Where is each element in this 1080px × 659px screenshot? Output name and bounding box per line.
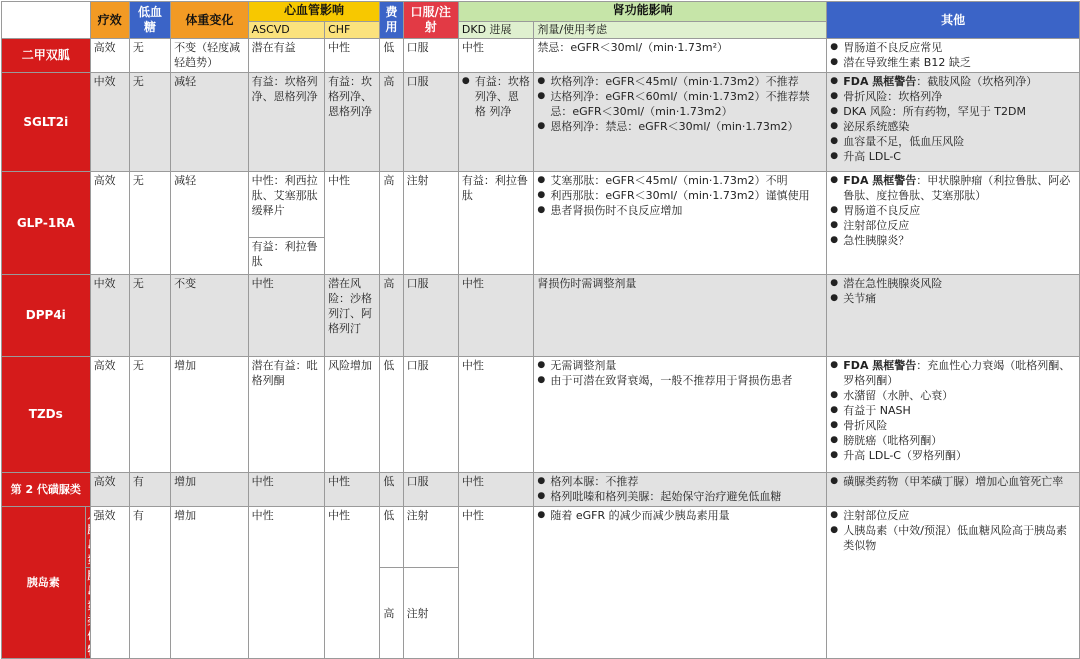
list-item (830, 173, 1076, 203)
dose-cell (534, 73, 827, 172)
list-item: ● 随着 eGFR 的减少而减少胰岛素用量 (537, 508, 823, 523)
ascvd-cell: 潜在有益：吡格列酮 (248, 357, 324, 473)
dkd-cell: 中性 (458, 275, 533, 357)
header-cardio: 心血管影响 (248, 2, 380, 22)
list-item: ● 注射部位反应 (830, 218, 1076, 233)
list-item: ● 达格列净：eGFR＜60ml/（min·1.73m2）不推荐禁忌：eGFR＜30ml/（min·1.73m2） (537, 89, 823, 119)
dkd-cell: 中性 (458, 507, 533, 659)
ascvd-cell: 中性 (248, 507, 324, 659)
list-item: ● 恩格列净：禁忌：eGFR＜30ml/（min·1.73m2） (537, 119, 823, 134)
hypoglycemia-cell: 无 (129, 73, 170, 172)
efficacy-cell: 中效 (90, 275, 129, 357)
dkd-cell: 中性 (458, 357, 533, 473)
ascvd-cell: 有益：坎格列净、恩格列净 (248, 73, 324, 172)
other-cell (827, 39, 1080, 73)
ascvd-cell: 潜在有益 (248, 39, 324, 73)
ascvd-cell: 有益：利拉鲁肽 (248, 238, 324, 275)
ascvd-cell: 中性 (248, 473, 324, 507)
header-efficacy: 疗效 (90, 2, 129, 39)
list-item: ● 泌尿系统感染 (830, 119, 1076, 134)
header-renal: 肾功能影响 (458, 2, 826, 22)
drug-name (85, 568, 90, 659)
chf-cell: 中性 (325, 39, 380, 73)
weight-cell: 不变（轻度减轻趋势） (171, 39, 249, 73)
hypoglycemia-cell: 无 (129, 172, 170, 275)
list-item: ● 有益：坎格列净、恩 格 列净 (462, 74, 530, 119)
table-row (2, 275, 1080, 357)
header-hypoglycemia: 低血糖 (129, 2, 170, 39)
table-row (2, 473, 1080, 507)
table-row (2, 357, 1080, 473)
other-cell (827, 507, 1080, 659)
list-item: ● 急性胰腺炎？ (830, 233, 1076, 248)
list-item: ● 注射部位反应 (830, 508, 1076, 523)
dose-cell (534, 507, 827, 659)
list-item (830, 358, 1076, 388)
efficacy-cell: 强效 (90, 507, 129, 659)
dose-cell: 禁忌：eGFR＜30ml/（min·1.73m²） (534, 39, 827, 73)
dkd-cell: 有益：利拉鲁肽 (458, 172, 533, 275)
dose-cell (534, 172, 827, 275)
weight-cell: 增加 (171, 357, 249, 473)
hypoglycemia-cell: 有 (129, 507, 170, 659)
chf-cell: 有益：坎格列净、恩格列净 (325, 73, 380, 172)
route-cell: 口服 (403, 275, 458, 357)
drug-name: SGLT2i (2, 73, 91, 172)
table-row (2, 507, 1080, 568)
ascvd-cell: 中性：利西拉肽、艾塞那肽缓释片 (248, 172, 324, 238)
weight-cell: 不变 (171, 275, 249, 357)
cost-cell: 低 (380, 473, 403, 507)
hypoglycemia-cell: 无 (129, 39, 170, 73)
drug-name (85, 507, 90, 568)
dose-cell: 肾损伤时需调整剂量 (534, 275, 827, 357)
efficacy-cell: 高效 (90, 172, 129, 275)
cost-cell: 低 (380, 357, 403, 473)
cost-cell: 低 (380, 507, 403, 568)
route-cell: 口服 (403, 73, 458, 172)
efficacy-cell: 高效 (90, 39, 129, 73)
drug-name: 二甲双胍 (2, 39, 91, 73)
fda-warning-text: ：甲状腺肿瘤（利拉鲁肽、阿必鲁肽、度拉鲁肽、艾塞那肽） (843, 174, 1071, 202)
table-row (2, 39, 1080, 73)
chf-cell: 中性 (325, 172, 380, 275)
cost-cell: 高 (380, 275, 403, 357)
hypoglycemia-cell: 无 (129, 357, 170, 473)
other-cell (827, 172, 1080, 275)
list-item: ● 升高 LDL-C (830, 149, 1076, 164)
fda-warning-label: FDA 黑框警告 (843, 174, 917, 187)
list-item: ● 利西那肽：eGFR＜30ml/（min·1.73m2）谨慎使用 (537, 188, 823, 203)
header-ascvd: ASCVD (248, 22, 324, 39)
list-item: ● 升高 LDL-C（罗格列酮） (830, 448, 1076, 463)
list-item: ● DKA 风险：所有药物，罕见于 T2DM (830, 104, 1076, 119)
list-item: ● 胃肠道不良反应常见 (830, 40, 1076, 55)
header-dose: 剂量/使用考虑 (534, 22, 827, 39)
dkd-cell: 中性 (458, 473, 533, 507)
list-item: ● 潜在导致维生素 B12 缺乏 (830, 55, 1076, 70)
list-item (830, 74, 1076, 89)
fda-warning-text: ：充血性心力衰竭（吡格列酮、罗格列酮） (843, 359, 1071, 387)
other-cell (827, 73, 1080, 172)
list-item: ● 磺脲类药物（甲苯磺丁脲）增加心血管死亡率 (830, 474, 1076, 489)
list-item: ● 膀胱癌（吡格列酮） (830, 433, 1076, 448)
list-item: ● 骨折风险：坎格列净 (830, 89, 1076, 104)
list-item: ● 骨折风险 (830, 418, 1076, 433)
list-item: ● 格列本脲：不推荐 (537, 474, 823, 489)
table-row (2, 172, 1080, 238)
route-cell: 口服 (403, 39, 458, 73)
drug-comparison-table (1, 1, 1080, 659)
header-other: 其他 (827, 2, 1080, 39)
chf-cell: 潜在风险：沙格列汀、阿格列汀 (325, 275, 380, 357)
dkd-cell: 中性 (458, 39, 533, 73)
weight-cell: 增加 (171, 507, 249, 659)
cost-cell: 高 (380, 172, 403, 275)
weight-cell: 增加 (171, 473, 249, 507)
chf-cell: 中性 (325, 507, 380, 659)
header-dkd: DKD 进展 (458, 22, 533, 39)
cost-cell: 高 (380, 568, 403, 659)
efficacy-cell: 中效 (90, 73, 129, 172)
list-item: ● 水潴留（水肿、心衰） (830, 388, 1076, 403)
efficacy-cell: 高效 (90, 357, 129, 473)
hypoglycemia-cell: 无 (129, 275, 170, 357)
other-cell (827, 275, 1080, 357)
list-item: ● 血容量不足，低血压风险 (830, 134, 1076, 149)
table-row (2, 73, 1080, 172)
list-item: ● 坎格列净：eGFR＜45ml/（min·1.73m2）不推荐 (537, 74, 823, 89)
drug-name: DPP4i (2, 275, 91, 357)
list-item: ● 人胰岛素（中效/预混）低血糖风险高于胰岛素类似物 (830, 523, 1076, 553)
other-cell (827, 357, 1080, 473)
dkd-cell (458, 73, 533, 172)
chf-cell: 中性 (325, 473, 380, 507)
hypoglycemia-cell: 有 (129, 473, 170, 507)
header-weight: 体重变化 (171, 2, 249, 39)
route-cell: 口服 (403, 473, 458, 507)
dose-cell (534, 357, 827, 473)
drug-group-name: 胰岛素 (2, 507, 86, 659)
list-item: ● 格列吡嗪和格列美脲：起始保守治疗避免低血糖 (537, 489, 823, 504)
fda-warning-label: FDA 黑框警告 (843, 75, 917, 88)
weight-cell: 减轻 (171, 73, 249, 172)
chf-cell: 风险增加 (325, 357, 380, 473)
route-cell: 注射 (403, 507, 458, 568)
list-item: ● 关节痛 (830, 291, 1076, 306)
list-item: ● 患者肾损伤时不良反应增加 (537, 203, 823, 218)
list-item: ● 由于可潜在致肾衰竭，一般不推荐用于肾损伤患者 (537, 373, 823, 388)
drug-name: GLP-1RA (2, 172, 91, 275)
dose-cell (534, 473, 827, 507)
list-item: ● 胃肠道不良反应 (830, 203, 1076, 218)
drug-name: TZDs (2, 357, 91, 473)
route-cell: 口服 (403, 357, 458, 473)
route-cell: 注射 (403, 568, 458, 659)
other-cell (827, 473, 1080, 507)
list-item: ● 无需调整剂量 (537, 358, 823, 373)
corner-cell (2, 2, 91, 39)
list-item: ● 潜在急性胰腺炎风险 (830, 276, 1076, 291)
header-chf: CHF (325, 22, 380, 39)
cost-cell: 高 (380, 73, 403, 172)
header-route: 口服/注射 (403, 2, 458, 39)
header-cost: 费用 (380, 2, 403, 39)
list-item: ● 艾塞那肽：eGFR＜45ml/（min·1.73m2）不明 (537, 173, 823, 188)
weight-cell: 减轻 (171, 172, 249, 275)
drug-name: 第 2 代磺脲类 (2, 473, 91, 507)
cost-cell: 低 (380, 39, 403, 73)
fda-warning-text: ：截肢风险（坎格列净） (916, 75, 1038, 88)
route-cell: 注射 (403, 172, 458, 275)
list-item: ● 有益于 NASH (830, 403, 1076, 418)
fda-warning-label: FDA 黑框警告 (843, 359, 917, 372)
ascvd-cell: 中性 (248, 275, 324, 357)
efficacy-cell: 高效 (90, 473, 129, 507)
